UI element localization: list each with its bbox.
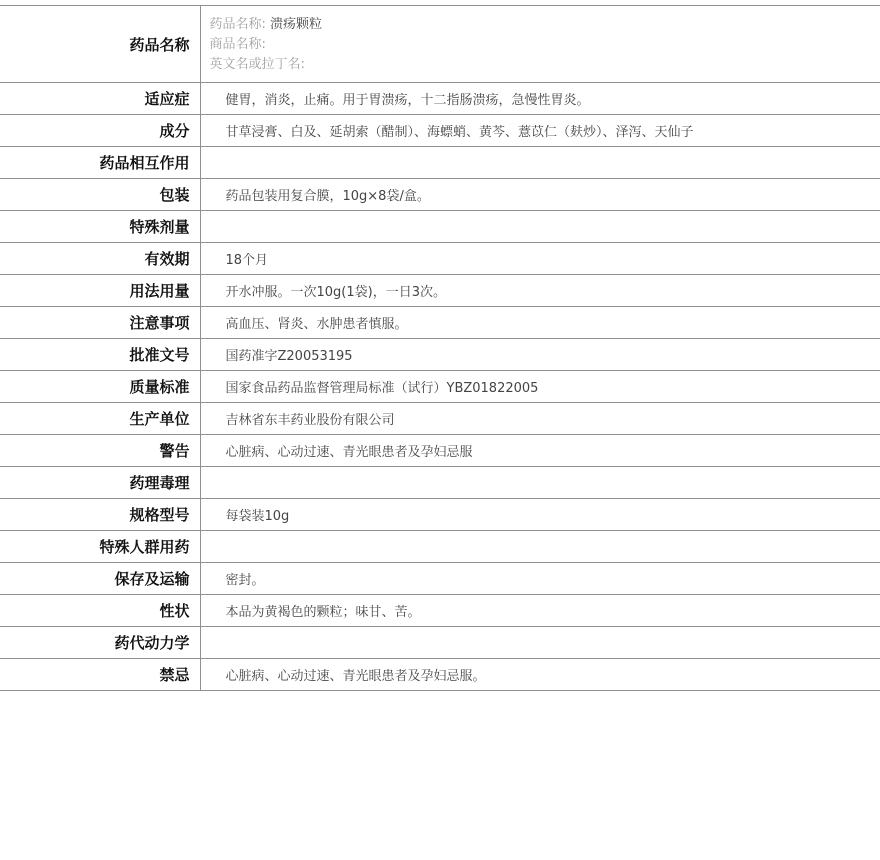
spec-row — [0, 147, 880, 179]
spec-row — [0, 339, 880, 371]
spec-row — [0, 179, 880, 211]
spec-value: 国家食品药品监督管理局标准（试行）YBZ01822005 — [225, 381, 539, 396]
spec-label: 有效期 — [0, 243, 200, 275]
spec-row — [0, 83, 880, 115]
spec-label: 警告 — [0, 435, 200, 467]
spec-value — [200, 467, 880, 499]
spec-value: 高血压、肾炎、水肿患者慎服。 — [225, 317, 408, 332]
generic-name-key: 药品名称: — [209, 17, 266, 32]
spec-row — [0, 275, 880, 307]
spec-label: 质量标准 — [0, 371, 200, 403]
spec-row — [0, 307, 880, 339]
spec-label: 药代动力学 — [0, 627, 200, 659]
english-name-line — [210, 55, 880, 75]
spec-row — [0, 627, 880, 659]
spec-label: 规格型号 — [0, 499, 200, 531]
generic-name-value: 溃疡颗粒 — [270, 17, 323, 32]
spec-value — [200, 211, 880, 243]
spec-label: 注意事项 — [0, 307, 200, 339]
trade-name-line — [210, 35, 880, 55]
generic-name-line — [210, 15, 880, 35]
spec-row-drug-name — [0, 6, 880, 83]
spec-label: 保存及运输 — [0, 563, 200, 595]
spec-value: 药品包装用复合膜，10g×8袋/盒。 — [225, 189, 430, 204]
spec-row — [0, 563, 880, 595]
spec-value: 心脏病、心动过速、青光眼患者及孕妇忌服 — [225, 445, 473, 460]
spec-row — [0, 211, 880, 243]
spec-value: 本品为黄褐色的颗粒；味甘、苦。 — [225, 605, 421, 620]
trade-name-key: 商品名称: — [209, 37, 266, 52]
spec-value: 每袋装10g — [225, 509, 290, 524]
spec-label: 药品相互作用 — [0, 147, 200, 179]
spec-value: 国药准字Z20053195 — [225, 349, 353, 364]
english-name-key: 英文名或拉丁名: — [209, 57, 305, 72]
spec-value: 心脏病、心动过速、青光眼患者及孕妇忌服。 — [225, 669, 486, 684]
spec-value — [200, 627, 880, 659]
spec-label: 禁忌 — [0, 659, 200, 691]
spec-label: 生产单位 — [0, 403, 200, 435]
drug-spec-table — [0, 5, 880, 691]
spec-value: 甘草浸膏、白及、延胡索（醋制）、海螵蛸、黄芩、薏苡仁（麸炒）、泽泻、天仙子 — [225, 125, 694, 140]
spec-value: 开水冲服。一次10g(1袋)，一日3次。 — [225, 285, 446, 300]
spec-label: 用法用量 — [0, 275, 200, 307]
spec-value — [200, 531, 880, 563]
spec-row — [0, 467, 880, 499]
spec-row — [0, 371, 880, 403]
drug-name-details — [200, 6, 880, 83]
spec-value: 18个月 — [225, 253, 269, 268]
spec-label: 包装 — [0, 179, 200, 211]
spec-row — [0, 659, 880, 691]
spec-label: 性状 — [0, 595, 200, 627]
spec-label: 适应症 — [0, 83, 200, 115]
spec-value: 吉林省东丰药业股份有限公司 — [225, 413, 395, 428]
spec-label: 药理毒理 — [0, 467, 200, 499]
spec-row — [0, 115, 880, 147]
spec-row — [0, 531, 880, 563]
spec-row — [0, 243, 880, 275]
spec-label: 特殊剂量 — [0, 211, 200, 243]
spec-value: 健胃，消炎，止痛。用于胃溃疡，十二指肠溃疡，急慢性胃炎。 — [225, 93, 590, 108]
spec-value — [200, 147, 880, 179]
spec-label: 特殊人群用药 — [0, 531, 200, 563]
spec-label: 批准文号 — [0, 339, 200, 371]
spec-row — [0, 595, 880, 627]
spec-label: 成分 — [0, 115, 200, 147]
spec-value: 密封。 — [225, 573, 265, 588]
spec-row — [0, 403, 880, 435]
spec-row — [0, 435, 880, 467]
drug-spec-table-body — [0, 6, 880, 691]
spec-row — [0, 499, 880, 531]
spec-label: 药品名称 — [0, 6, 200, 83]
